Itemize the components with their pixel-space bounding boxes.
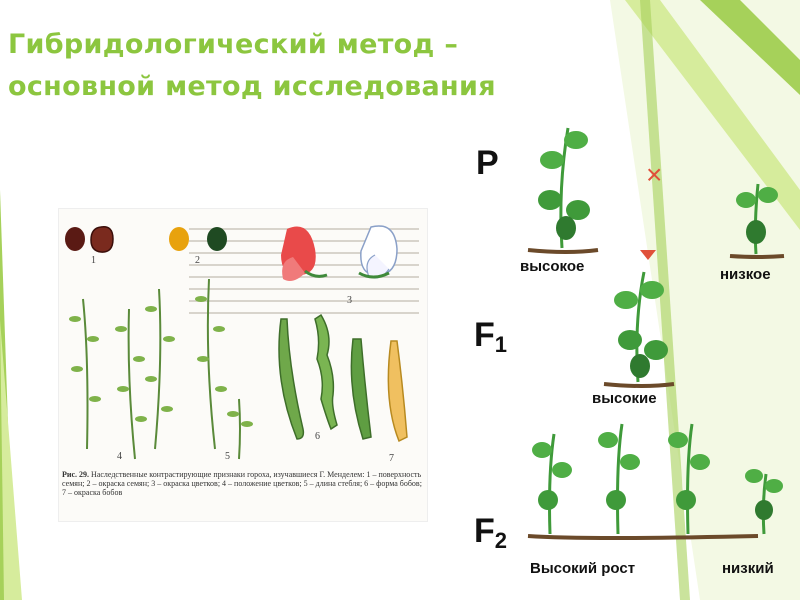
figure-number-2: 2: [195, 255, 200, 266]
short-parent-label: низкое: [720, 266, 771, 283]
cross-symbol: ×: [646, 159, 663, 190]
f2-plants-icon: [528, 424, 783, 538]
f2-short-label: низкий: [722, 560, 774, 577]
figure-number-4: 4: [117, 451, 122, 462]
tall-parent-plant-icon: [528, 128, 598, 252]
figure-number-6: 6: [315, 431, 320, 442]
generation-f1-label: $F_1$: [474, 316, 508, 357]
generation-f2-label: $F_2$: [474, 512, 508, 553]
figure-number-1: 1: [91, 255, 96, 266]
title-line-2: основной метод исследования: [8, 71, 496, 102]
title-line-1: Гибридологический метод –: [8, 29, 459, 60]
short-parent-plant-icon: [730, 184, 784, 257]
tall-parent-label: высокое: [520, 258, 585, 275]
figure-caption-text: Наследственные контрастирующие признаки гороха, изучавшиеся Г. Менделем: 1 – поверхность семян; 2 – окраска семян; 3 – окраска цветков; 4 – положение цветков; 5 – длина стебля; 6 – форма бобов; 7 – окраска бобов: [62, 470, 422, 497]
f1-plant-icon: [604, 272, 674, 386]
generation-p-label: P: [476, 144, 499, 182]
figure-number-5: 5: [225, 451, 230, 462]
f2-tall-label: Высокий рост: [530, 560, 636, 577]
down-arrow-icon: [640, 250, 656, 260]
f1-label: высокие: [592, 390, 657, 407]
figure-caption-label: Рис. 29.: [62, 470, 90, 479]
figure-number-3: 3: [347, 295, 352, 306]
figure-number-7: 7: [389, 453, 394, 464]
